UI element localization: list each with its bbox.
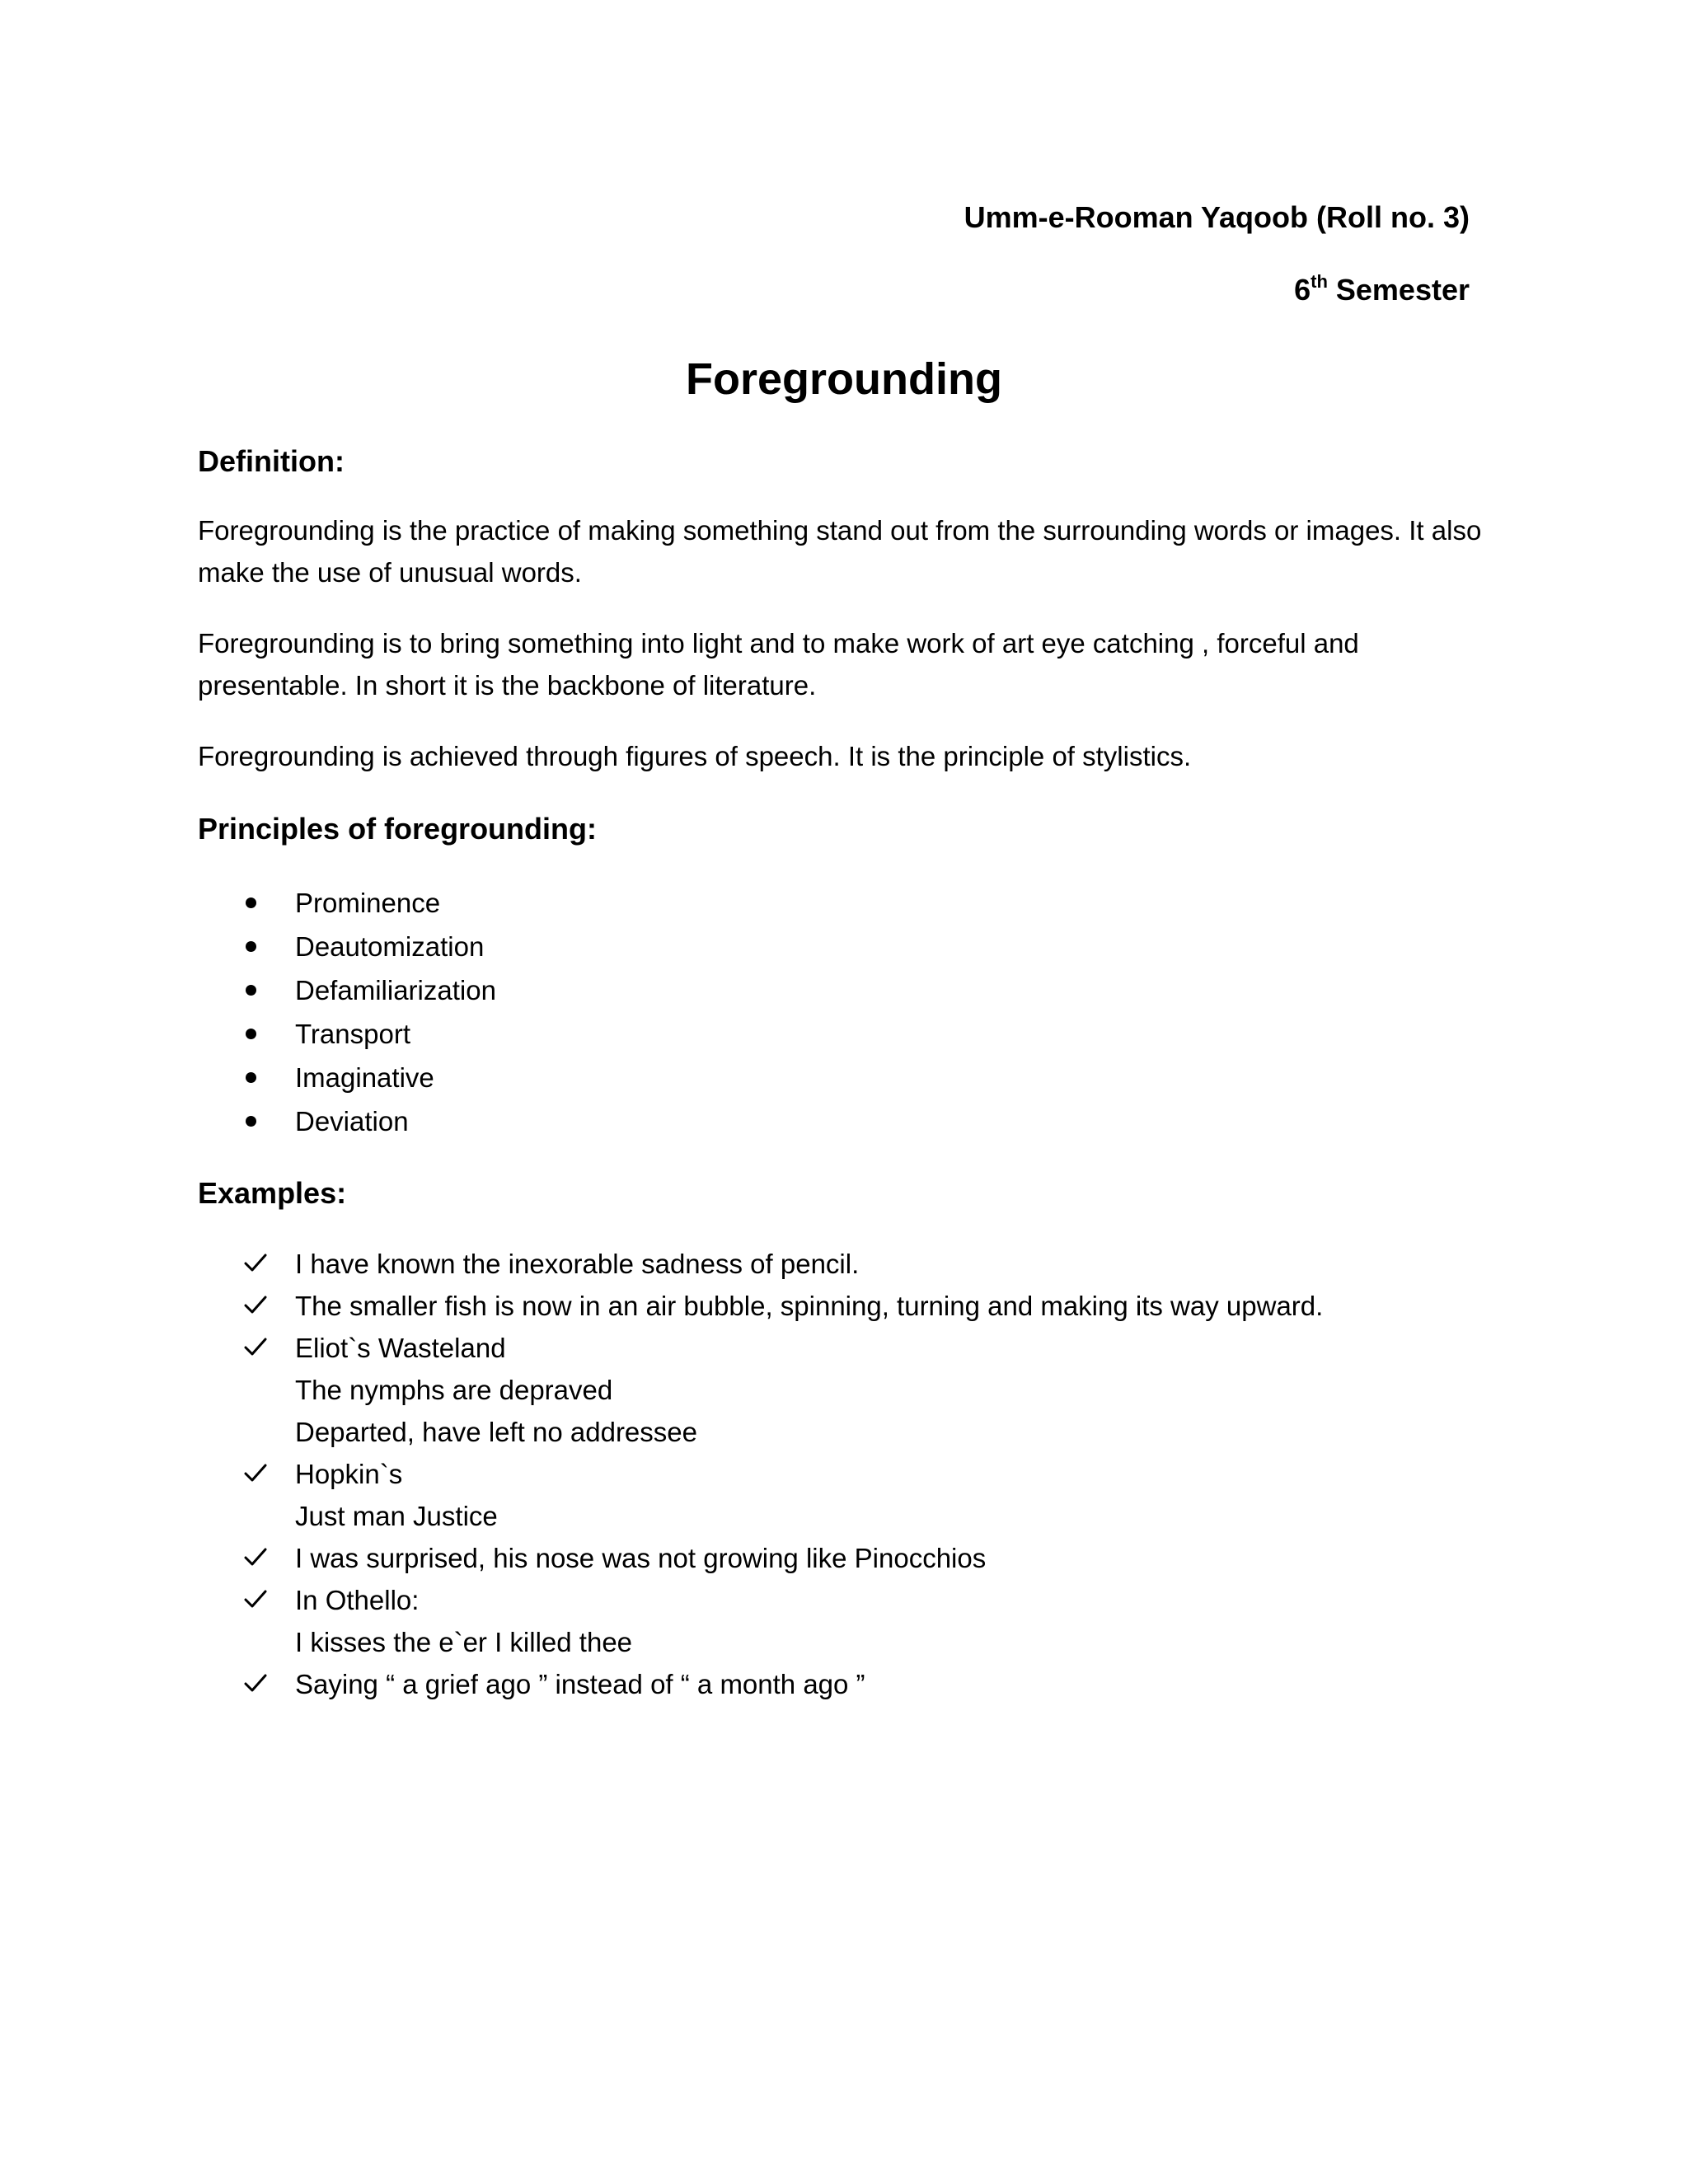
author-line: Umm-e-Rooman Yaqoob (Roll no. 3) [964,200,1470,234]
bullet-icon [246,1116,256,1127]
checkmark-icon [244,1253,267,1272]
examples-heading: Examples: [198,1176,347,1210]
example-line: Hopkin`s [295,1459,403,1489]
checkmark-icon [244,1547,267,1567]
example-line: The smaller fish is now in an air bubble, spinning, turning and making its way upward. [295,1291,1324,1321]
semester-line [1294,272,1470,308]
example-item [0,1243,1323,1285]
principle-label: Prominence [295,888,441,918]
bullet-icon [246,1029,256,1039]
example-line: Just man Justice [295,1501,498,1531]
example-line: I kisses the e`er I killed thee [295,1627,633,1657]
example-line: I have known the inexorable sadness of pencil. [295,1249,860,1279]
example-line: Eliot`s Wasteland [295,1333,506,1363]
definition-paragraph: Foregrounding is achieved through figures of speech. It is the principle of stylistics. [198,741,1192,771]
example-item [0,1579,1323,1663]
semester-number: 6 [1294,273,1311,307]
bullet-icon [246,985,256,996]
principle-label: Defamiliarization [295,975,496,1005]
definition-paragraph: Foregrounding is to bring something into light and to make work of art eye catching , forceful and presentable. In short it is the backbone of literature. [198,628,1359,701]
checkmark-icon [244,1463,267,1483]
bullet-icon [246,941,256,952]
example-item [0,1453,1323,1537]
example-line: Departed, have left no addressee [295,1417,697,1447]
example-item [0,1285,1323,1327]
semester-word: Semester [1327,273,1470,307]
examples-list [0,1243,1323,1705]
example-item [0,1663,1323,1705]
principle-label: Transport [295,1019,410,1049]
principle-label: Deviation [295,1106,409,1137]
checkmark-icon [244,1673,267,1693]
definition-paragraph: Foregrounding is the practice of making something stand out from the surrounding words or images. It also make the use of unusual words. [198,515,1482,588]
page-title: Foregrounding [686,354,1002,404]
example-line: The nymphs are depraved [295,1375,613,1405]
example-line: Saying “ a grief ago ” instead of “ a month ago ” [295,1669,865,1699]
example-item [0,1537,1323,1579]
checkmark-icon [244,1295,267,1315]
example-item [0,1327,1323,1453]
principle-label: Imaginative [295,1062,434,1093]
example-line: In Othello: [295,1585,420,1615]
bullet-icon [246,1072,256,1083]
principle-label: Deautomization [295,931,485,962]
checkmark-icon [244,1589,267,1609]
semester-ordinal-suffix: th [1311,271,1328,292]
principles-heading: Principles of foregrounding: [198,812,597,846]
bullet-icon [246,898,256,908]
example-line: I was surprised, his nose was not growing like Pinocchios [295,1543,987,1573]
definition-heading: Definition: [198,444,345,478]
checkmark-icon [244,1337,267,1357]
